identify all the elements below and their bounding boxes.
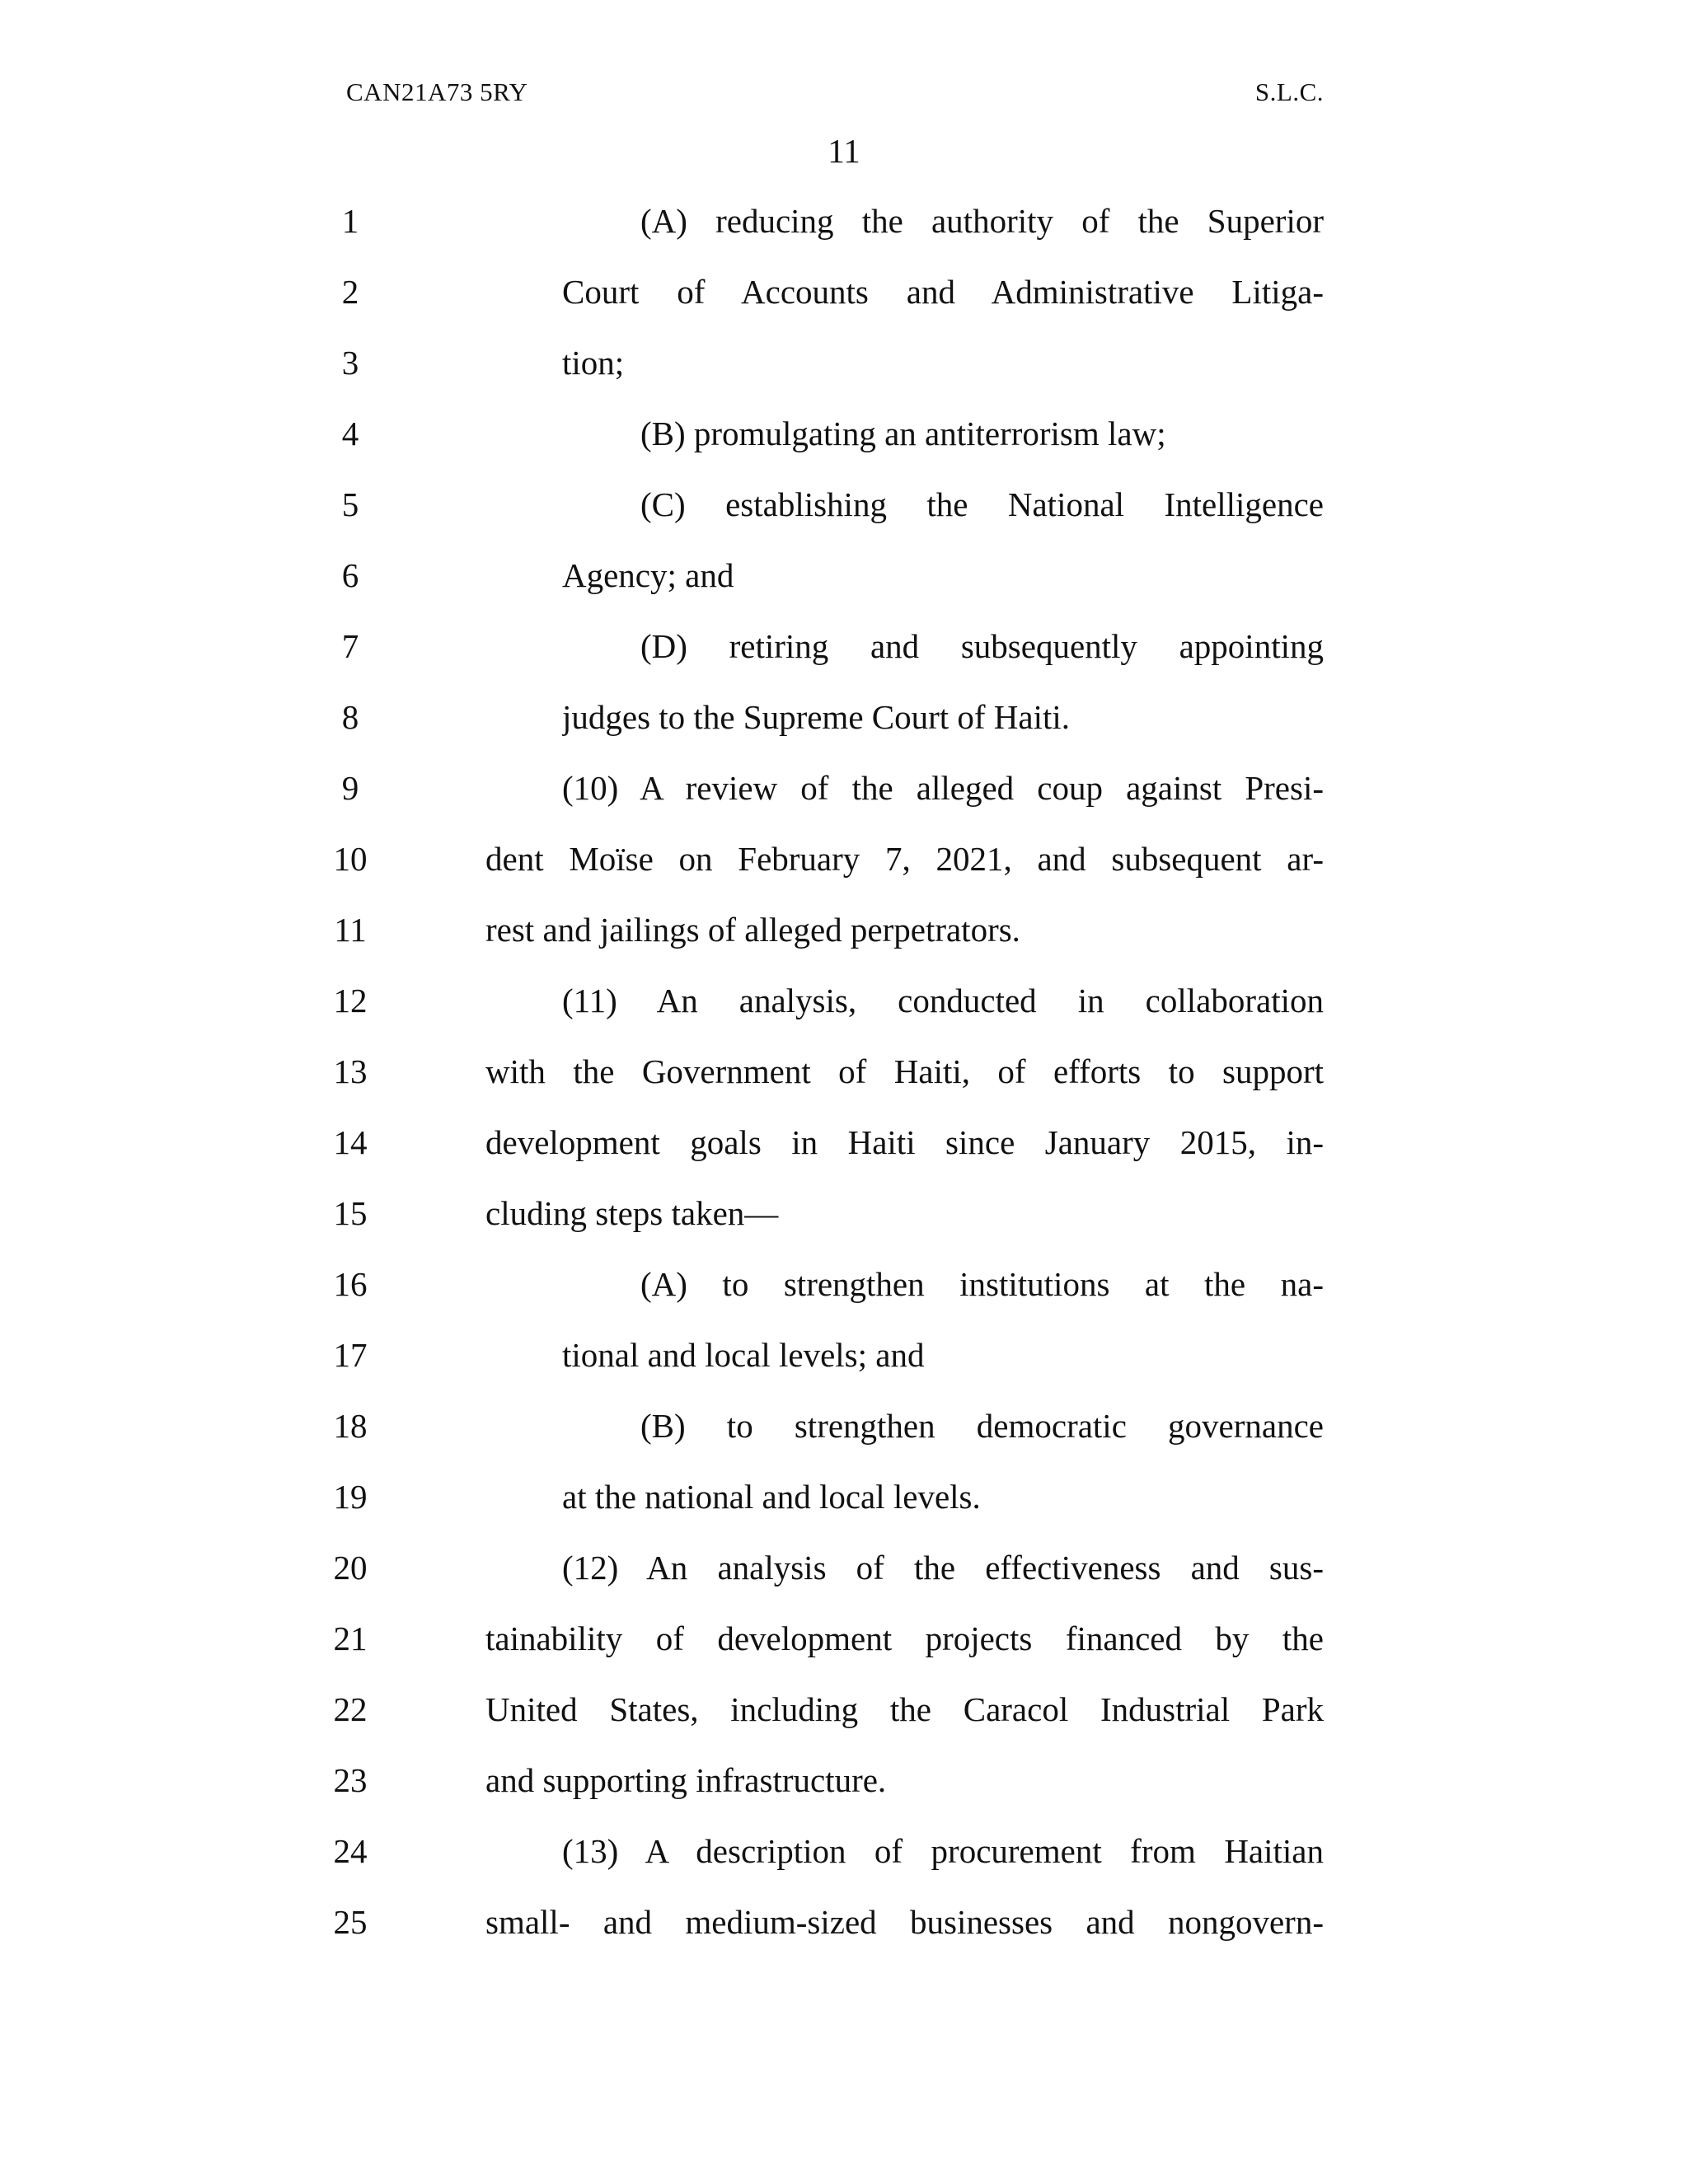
line-number: 23 — [333, 1761, 368, 1799]
line-text: dent Moïse on February 7, 2021, and subsequent ar- — [485, 840, 1324, 878]
line-number: 3 — [341, 344, 359, 382]
text-line — [0, 752, 1688, 823]
document-id: CAN21A73 5RY — [346, 77, 528, 106]
line-text: small- and medium-sized businesses and nongovern- — [485, 1903, 1324, 1941]
line-number: 6 — [341, 556, 359, 594]
line-text: Court of Accounts and Administrative Litiga- — [562, 273, 1324, 311]
line-number: 5 — [341, 485, 359, 523]
line-text: tion; — [562, 344, 625, 382]
line-text: Agency; and — [562, 556, 734, 594]
line-text: judges to the Supreme Court of Haiti. — [562, 698, 1071, 736]
line-text: (13) A description of procurement from Haitian — [562, 1832, 1324, 1870]
line-text: United States, including the Caracol Industrial Park — [485, 1690, 1324, 1728]
line-text: tainability of development projects financed by the — [485, 1619, 1324, 1657]
line-number: 20 — [333, 1549, 368, 1586]
line-text: (B) to strengthen democratic governance — [640, 1407, 1324, 1445]
line-number: 19 — [333, 1478, 368, 1516]
text-line — [0, 682, 1688, 752]
line-text: (D) retiring and subsequently appointing — [640, 627, 1324, 665]
line-number: 1 — [341, 202, 359, 240]
line-text: cluding steps taken— — [485, 1194, 779, 1232]
line-text: with the Government of Haiti, of efforts to support — [485, 1052, 1324, 1090]
line-text: (12) An analysis of the effectiveness and sus- — [562, 1549, 1324, 1586]
text-line — [0, 1390, 1688, 1461]
text-line — [0, 1178, 1688, 1249]
text-line — [0, 1816, 1688, 1886]
line-number: 15 — [333, 1194, 368, 1232]
text-line — [0, 1674, 1688, 1745]
line-number: 4 — [341, 415, 359, 452]
line-number: 9 — [341, 769, 359, 807]
line-text: (A) reducing the authority of the Superior — [640, 202, 1324, 240]
line-text: (11) An analysis, conducted in collaboration — [562, 982, 1324, 1019]
line-text: tional and local levels; and — [562, 1336, 925, 1374]
line-number: 16 — [333, 1265, 368, 1303]
text-line — [0, 1886, 1688, 1957]
line-number: 14 — [333, 1123, 368, 1161]
line-number: 13 — [333, 1052, 368, 1090]
line-number: 17 — [333, 1336, 368, 1374]
text-line — [0, 1319, 1688, 1390]
text-line — [0, 185, 1688, 256]
line-number: 11 — [334, 911, 367, 949]
line-text: (A) to strengthen institutions at the na- — [640, 1265, 1324, 1303]
office-code: S.L.C. — [1254, 77, 1324, 106]
line-number: 2 — [341, 273, 359, 311]
line-text: and supporting infrastructure. — [485, 1761, 887, 1799]
line-number: 7 — [341, 627, 359, 665]
line-number: 25 — [333, 1903, 368, 1941]
text-line — [0, 1036, 1688, 1107]
line-text: (B) promulgating an antiterrorism law; — [640, 415, 1166, 452]
text-line — [0, 894, 1688, 965]
line-number: 21 — [333, 1619, 368, 1657]
line-number: 10 — [333, 840, 368, 878]
text-line — [0, 469, 1688, 540]
text-line — [0, 1532, 1688, 1603]
line-text: rest and jailings of alleged perpetrators. — [485, 911, 1020, 949]
line-text: development goals in Haiti since January 2015, in- — [485, 1123, 1324, 1161]
text-line — [0, 965, 1688, 1036]
text-line — [0, 611, 1688, 682]
line-text: (10) A review of the alleged coup against Presi- — [562, 769, 1324, 807]
text-line — [0, 327, 1688, 398]
line-number: 8 — [341, 698, 359, 736]
line-number: 22 — [333, 1690, 368, 1728]
text-line — [0, 1249, 1688, 1319]
text-line — [0, 256, 1688, 327]
page-number: 11 — [828, 132, 860, 170]
line-number: 18 — [333, 1407, 368, 1445]
text-line — [0, 1461, 1688, 1532]
text-line — [0, 540, 1688, 611]
line-number: 12 — [333, 982, 368, 1019]
text-line — [0, 1603, 1688, 1674]
line-text: at the national and local levels. — [562, 1478, 981, 1516]
line-text: (C) establishing the National Intelligence — [640, 485, 1324, 523]
line-number: 24 — [333, 1832, 368, 1870]
text-line — [0, 823, 1688, 894]
text-line — [0, 1107, 1688, 1178]
text-line — [0, 1745, 1688, 1816]
text-line — [0, 398, 1688, 469]
